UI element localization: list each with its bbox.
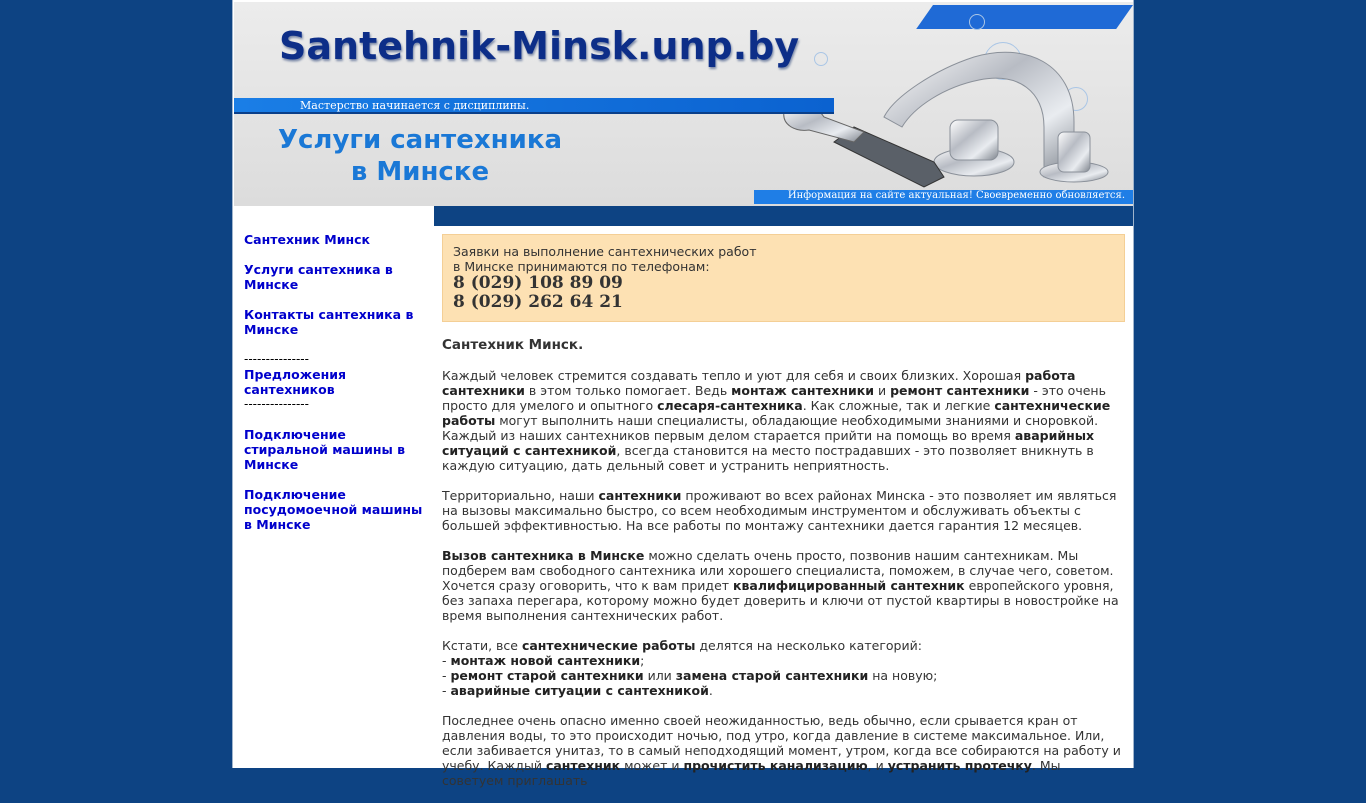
- text: европейского уровня, без запаха перегара, которому можно будет доверить и ключи от пустой квартиры в новостройке на время выполнения сантехнических работ.: [442, 578, 1119, 623]
- text: Территориально, наши: [442, 488, 599, 503]
- phone-number-2[interactable]: 8 (029) 262 64 21: [453, 292, 623, 312]
- keyword: сантехнические работы: [442, 398, 1111, 428]
- nav-link-washing-machine[interactable]: Подключение стиральной машины в Минске: [244, 427, 406, 472]
- text: .: [708, 683, 713, 698]
- text: и: [874, 383, 891, 398]
- text: , всегда становится на место пострадавших - это позволяет вникнуть в каждую ситуацию, дать дельный совет и устранить неприятность.: [442, 443, 1094, 473]
- keyword: сантехники: [598, 488, 682, 503]
- text: Каждый человек стремится создавать тепло и уют для себя и своих близких. Хорошая: [442, 368, 1026, 383]
- text: проживают во всех районах Минска - это позволяет им являться на вызовы максимально быстро, со всем необходимым инструментом и обслуживать объекты с большей эффективностью. На все работы по монтажу сантехники дается гарантия 12 месяцев.: [442, 488, 1117, 533]
- nav-link-santehnik-minsk[interactable]: Сантехник Минск: [244, 232, 370, 247]
- article-paragraph-3: [442, 548, 1125, 623]
- update-note: Информация на сайте актуальная! Своевременно обновляется.: [787, 190, 1125, 201]
- keyword: ремонт сантехники: [890, 383, 1030, 398]
- keyword: сантехник: [545, 758, 621, 773]
- nav-separator: ---------------: [244, 397, 309, 411]
- text: -: [442, 683, 451, 698]
- text: -: [442, 653, 451, 668]
- text: , и: [867, 758, 888, 773]
- text: - это очень просто для умелого и опытного: [442, 383, 1106, 413]
- text: . Как сложные, так и легкие: [802, 398, 995, 413]
- page-title: Сантехник Минск.: [442, 337, 584, 353]
- contact-box: [442, 234, 1125, 322]
- text: ;: [640, 653, 645, 668]
- keyword: аварийные ситуации с сантехникой: [450, 683, 709, 698]
- text: . Мы советуем приглашать: [442, 758, 1061, 788]
- keyword: квалифицированный сантехник: [733, 578, 965, 593]
- main-content: [442, 234, 1125, 803]
- text: или: [643, 668, 676, 683]
- text: делятся на несколько категорий:: [695, 638, 922, 653]
- keyword: аварийных ситуаций с сантехникой: [442, 428, 1095, 458]
- article-paragraph-2: [442, 488, 1125, 533]
- keyword: монтаж новой сантехники: [450, 653, 641, 668]
- text: Последнее очень опасно именно своей неожиданностью, ведь обычно, если срывается кран от давления воды, то это происходит ночью, под утро, когда давление в системе максимальное. Или, если забивается унитаз, то в самый неподходящий момент, утром, когда все собираются на работу и учебу. Каждый: [442, 713, 1121, 773]
- contact-line2: в Минске принимаются по телефонам:: [453, 259, 710, 274]
- keyword: прочистить канализацию: [683, 758, 868, 773]
- nav-link-services[interactable]: Услуги сантехника в Минске: [244, 262, 393, 292]
- text: может и: [620, 758, 684, 773]
- services-title-line1: Услуги сантехника: [277, 125, 563, 155]
- keyword: монтаж сантехники: [731, 383, 874, 398]
- keyword: Вызов сантехника в Минске: [442, 548, 645, 563]
- text: -: [442, 668, 451, 683]
- text: можно сделать очень просто, позвонив нашим сантехникам. Мы подберем вам свободного сантехника или хорошего специалиста, поможем, в случае чего, советом. Хочется сразу оговорить, что к вам придет: [442, 548, 1114, 593]
- keyword: слесаря-сантехника: [657, 398, 803, 413]
- services-title: [270, 124, 570, 188]
- keyword: ремонт старой сантехники: [450, 668, 644, 683]
- nav-link-dishwasher[interactable]: Подключение посудомоечной машины в Минске: [244, 487, 423, 532]
- nav-separator: ---------------: [244, 352, 309, 366]
- nav-link-offers[interactable]: Предложения сантехников: [244, 367, 347, 397]
- keyword: сантехнические работы: [521, 638, 696, 653]
- faucet-image: [774, 2, 1133, 192]
- article-paragraph-5: [442, 713, 1125, 788]
- article-paragraph-1: [442, 368, 1125, 473]
- page-wrapper: [232, 0, 1134, 788]
- text: на новую;: [868, 668, 938, 683]
- services-title-line2: в Минске: [350, 157, 490, 187]
- article-paragraph-4: [442, 638, 1125, 698]
- keyword: устранить протечку: [887, 758, 1032, 773]
- slogan: Мастерство начинается с дисциплины.: [300, 99, 530, 112]
- text: могут выполнить наши специалисты, обладающие необходимыми знаниями и сноровкой. Каждый из наших сантехников первым делом старается прийти на помощь во время: [442, 413, 1099, 443]
- site-header: [234, 2, 1133, 206]
- site-title: Santehnik-Minsk.unp.by: [279, 24, 800, 68]
- text: Кстати, все: [442, 638, 522, 653]
- slogan-band-shadow: [234, 112, 834, 114]
- phone-number-1[interactable]: 8 (029) 108 89 09: [453, 273, 623, 293]
- nav-offers-block: [244, 352, 424, 412]
- nav-list: [244, 232, 424, 547]
- keyword: работа сантехники: [442, 368, 1076, 398]
- sidebar: [234, 206, 434, 768]
- content-top-strip: [434, 206, 1133, 226]
- contact-line1: Заявки на выполнение сантехнических работ: [453, 244, 757, 259]
- text: в этом только помогает. Ведь: [524, 383, 732, 398]
- nav-link-contacts[interactable]: Контакты сантехника в Минске: [244, 307, 414, 337]
- keyword: замена старой сантехники: [675, 668, 869, 683]
